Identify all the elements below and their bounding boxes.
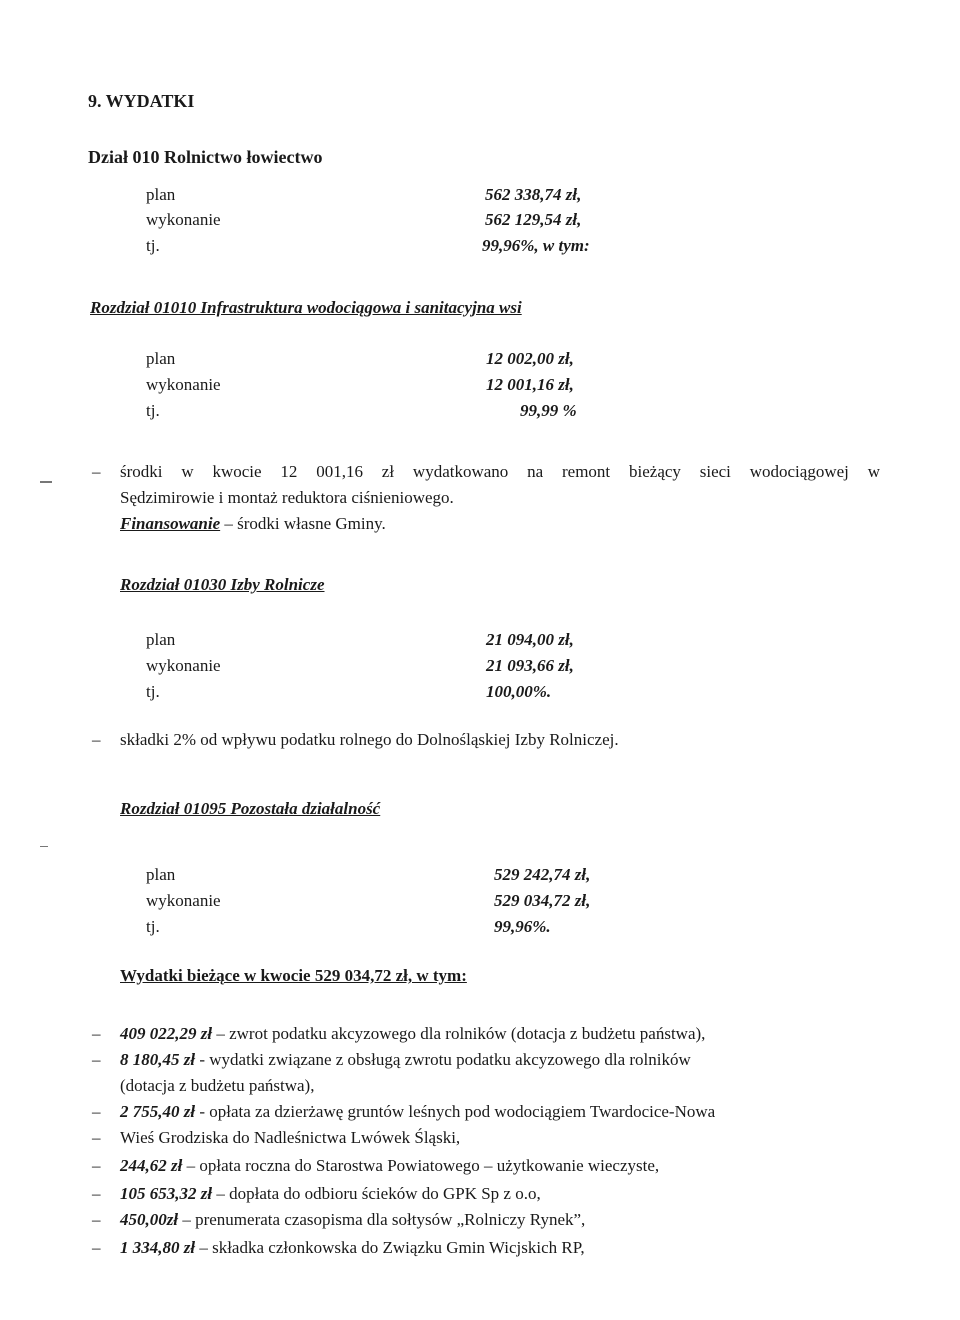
financing-text: – środki własne Gminy. <box>220 514 386 533</box>
expense-text: – zwrot podatku akcyzowego dla rolników (dotacja z budżetu państwa), <box>212 1024 706 1043</box>
r01030-wyk-label: wykonanie <box>146 656 221 675</box>
r01095-wyk-value: 529 034,72 zł, <box>494 891 591 910</box>
bullet-dash: – <box>92 1024 101 1043</box>
r01010-plan-label: plan <box>146 349 176 368</box>
r01030-tj-value: 100,00%. <box>486 682 552 701</box>
expense-text: – dopłata do odbioru ścieków do GPK Sp z o.o, <box>212 1184 541 1203</box>
expense-item <box>120 1103 715 1120</box>
rozdzial-01010-heading: Rozdział 01010 Infrastruktura wodociągowa i sanitacyjna wsi <box>90 298 522 317</box>
dzial-heading: Dział 010 Rolnictwo łowiectwo <box>88 147 323 167</box>
expense-text: - wydatki związane z obsługą zwrotu podatku akcyzowego dla rolników <box>195 1050 691 1069</box>
margin-mark <box>40 846 48 847</box>
expense-amount: 1 334,80 zł <box>120 1238 196 1257</box>
expense-amount: 105 653,32 zł <box>120 1184 213 1203</box>
r01010-financing <box>120 515 386 532</box>
dzial-tj-label: tj. <box>146 236 160 255</box>
expense-text: – prenumerata czasopisma dla sołtysów „Rolniczy Rynek”, <box>178 1210 586 1229</box>
bullet-dash: – <box>92 730 101 749</box>
r01010-tj-label: tj. <box>146 401 160 420</box>
r01095-wyk-label: wykonanie <box>146 891 221 910</box>
expense-item <box>120 1051 691 1068</box>
expense-item <box>120 1211 585 1228</box>
r01010-wyk-label: wykonanie <box>146 375 221 394</box>
r01030-wyk-value: 21 093,66 zł, <box>486 656 574 675</box>
dzial-wyk-label: wykonanie <box>146 210 221 229</box>
r01095-plan-label: plan <box>146 865 176 884</box>
r01010-bullet-line1: środki w kwocie 12 001,16 zł wydatkowano na remont bieżący sieci wodociągowej w <box>120 462 880 481</box>
expense-text: – opłata roczna do Starostwa Powiatowego – użytkowanie wieczyste, <box>182 1156 660 1175</box>
expense-amount: 450,00zł <box>120 1210 179 1229</box>
expense-amount: 8 180,45 zł <box>120 1050 196 1069</box>
expense-item <box>120 1239 585 1256</box>
dzial-plan-label: plan <box>146 185 176 204</box>
r01095-tj-value: 99,96%. <box>494 917 551 936</box>
expense-item <box>120 1129 460 1146</box>
expense-text: Wieś Grodziska do Nadleśnictwa Lwówek Śląski, <box>120 1128 461 1147</box>
rozdzial-01030-heading: Rozdział 01030 Izby Rolnicze <box>120 575 325 594</box>
r01095-plan-value: 529 242,74 zł, <box>494 865 591 884</box>
bullet-dash: – <box>92 1184 101 1203</box>
section-title: 9. WYDATKI <box>88 91 195 111</box>
bullet-dash: – <box>92 462 101 481</box>
rozdzial-01095-heading: Rozdział 01095 Pozostała działalność <box>120 799 381 818</box>
r01010-tj-value: 99,99 % <box>520 401 577 420</box>
bullet-dash: – <box>92 1128 101 1147</box>
expense-amount: 244,62 zł <box>120 1156 183 1175</box>
r01010-plan-value: 12 002,00 zł, <box>486 349 574 368</box>
r01030-tj-label: tj. <box>146 682 160 701</box>
dzial-wyk-value: 562 129,54 zł, <box>485 210 582 229</box>
bullet-dash: – <box>92 1156 101 1175</box>
margin-mark <box>40 481 52 483</box>
expense-item <box>120 1025 705 1042</box>
expense-item <box>120 1185 541 1202</box>
dzial-tj-value: 99,96%, w tym: <box>482 236 590 255</box>
r01030-bullet: składki 2% od wpływu podatku rolnego do Dolnośląskiej Izby Rolniczej. <box>120 730 619 749</box>
bullet-dash: – <box>92 1102 101 1121</box>
r01010-bullet-line2: Sędzimirowie i montaż reduktora ciśnieniowego. <box>120 488 454 507</box>
r01010-wyk-value: 12 001,16 zł, <box>486 375 574 394</box>
expense-amount: 2 755,40 zł <box>120 1102 196 1121</box>
expense-continuation: (dotacja z budżetu państwa), <box>120 1076 315 1095</box>
bullet-dash: – <box>92 1050 101 1069</box>
r01095-tj-label: tj. <box>146 917 160 936</box>
financing-label: Finansowanie <box>120 514 221 533</box>
expense-item <box>120 1157 659 1174</box>
expense-text: - opłata za dzierżawę gruntów leśnych pod wodociągiem Twardocice-Nowa <box>195 1102 716 1121</box>
r01030-plan-label: plan <box>146 630 176 649</box>
wydatki-heading: Wydatki bieżące w kwocie 529 034,72 zł, w tym: <box>120 966 467 985</box>
expense-text: – składka członkowska do Związku Gmin Wicjskich RP, <box>195 1238 585 1257</box>
r01030-plan-value: 21 094,00 zł, <box>486 630 574 649</box>
bullet-dash: – <box>92 1238 101 1257</box>
bullet-dash: – <box>92 1210 101 1229</box>
expense-amount: 409 022,29 zł <box>120 1024 213 1043</box>
dzial-plan-value: 562 338,74 zł, <box>485 185 582 204</box>
